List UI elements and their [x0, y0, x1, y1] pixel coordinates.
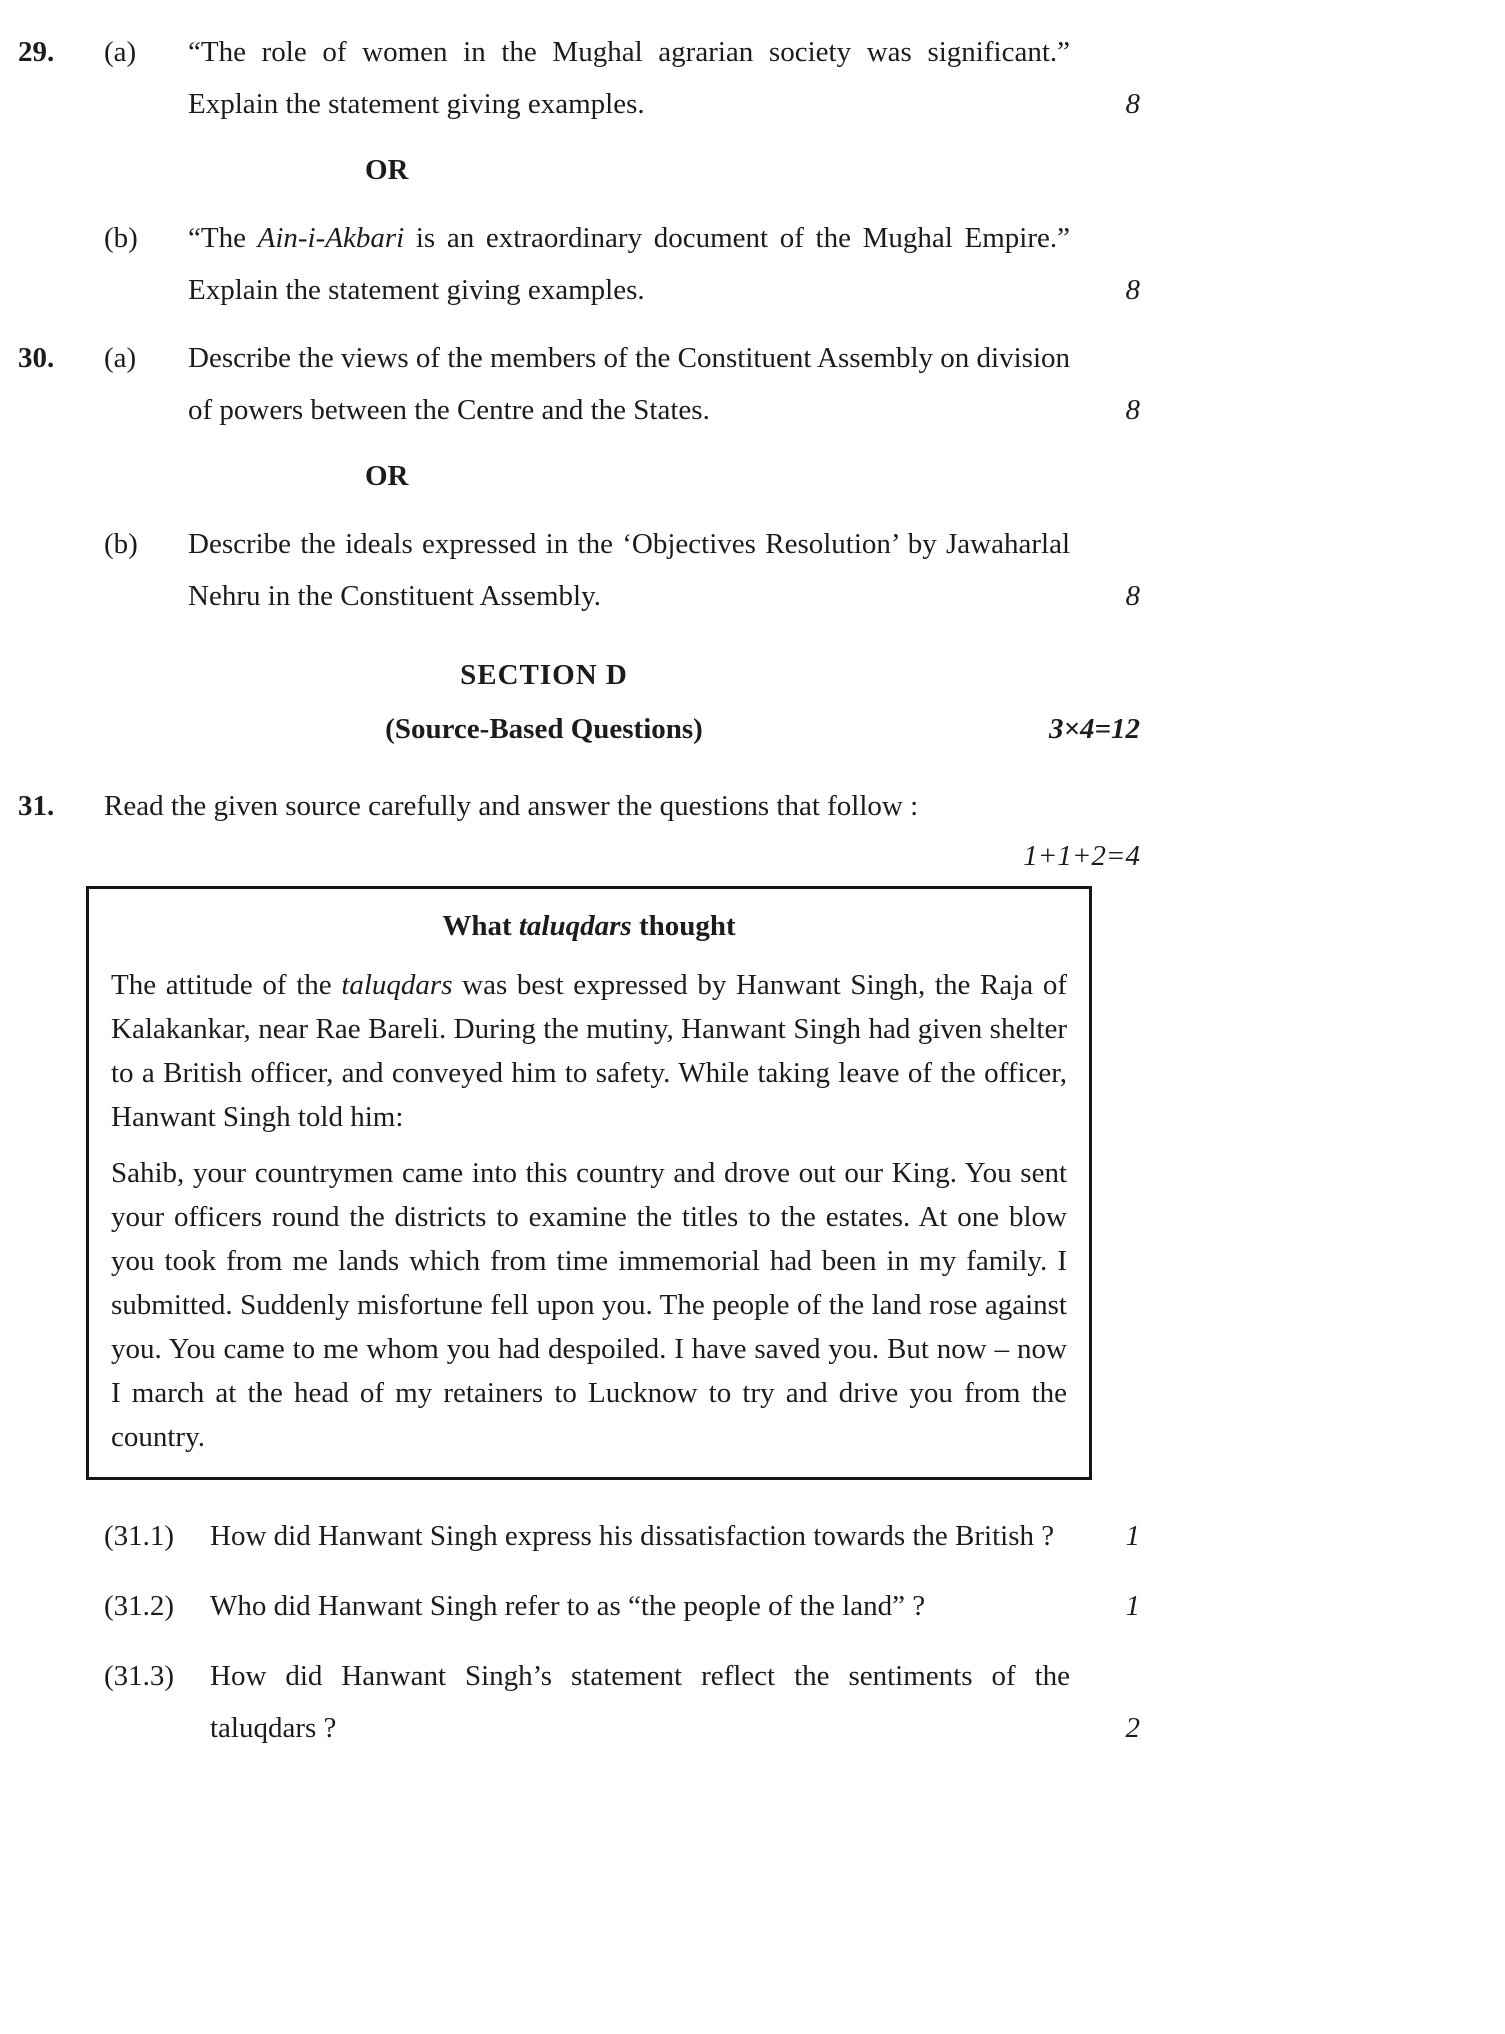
marks-value: 8: [1125, 88, 1140, 120]
source-paragraph-2: Sahib, your countrymen came into this country and drove out our King. You sent your officers round the districts to examine the titles to the estates. At one blow you took from me lands which from time immemorial had been in my family. I submitted. Suddenly misfortune fell upon you. The people of the land rose against you. You came to me whom you had despoiled. I have saved you. But now – now I march at the head of my retainers to Lucknow to try and drive you from the country.: [111, 1157, 1067, 1453]
section-d-subtitle: (Source-Based Questions): [385, 713, 703, 745]
section-d-marks: 3×4=12: [1048, 713, 1140, 745]
question-number: 29.: [18, 36, 55, 68]
question-29: [18, 26, 1140, 316]
subquestion-marks: 2: [1125, 1712, 1140, 1744]
question-29a: [18, 26, 1140, 130]
subquestion-label: (31.2): [104, 1590, 175, 1622]
italic-term: taluqdars: [518, 910, 632, 942]
question-31-marks: 1+1+2=4: [1023, 840, 1140, 872]
question-number: 31.: [18, 790, 55, 822]
section-d-title: SECTION D: [460, 659, 628, 691]
subquestion-31-1: [18, 1510, 1140, 1562]
marks-value: 8: [1125, 394, 1140, 426]
subquestion-31-2: [18, 1580, 1140, 1632]
text-segment: The attitude of the: [111, 969, 342, 1001]
subquestion-text: How did Hanwant Singh express his dissatisfaction towards the British ?: [210, 1520, 1055, 1552]
question-29b: [18, 212, 1140, 316]
question-text: [188, 212, 1070, 316]
source-paragraph-1: [111, 963, 1067, 1139]
question-30: [18, 332, 1140, 622]
subquestion-text: Who did Hanwant Singh refer to as “the people of the land” ?: [210, 1590, 926, 1622]
section-d-subtitle-row: [18, 702, 1140, 756]
question-text: Describe the ideals expressed in the ‘Objectives Resolution’ by Jawaharlal Nehru in the Constituent Assembly.: [188, 528, 1070, 612]
marks-value: 8: [1125, 274, 1140, 306]
title-segment: What: [442, 910, 519, 942]
question-31: [18, 780, 1140, 1754]
subquestion-text: How did Hanwant Singh’s statement reflect the sentiments of the taluqdars ?: [210, 1660, 1070, 1744]
title-segment: thought: [631, 910, 736, 942]
text-segment: “The: [188, 222, 258, 254]
question-text: Describe the views of the members of the Constituent Assembly on division of powers between the Centre and the States.: [188, 342, 1070, 426]
part-label: (a): [104, 36, 137, 68]
or-separator: OR: [365, 460, 409, 492]
subquestion-label: (31.1): [104, 1520, 175, 1552]
text-segment: is an extraordinary document of the Mughal Empire.” Explain the statement giving examples.: [188, 222, 1070, 306]
italic-term: Ain-i-Akbari: [257, 222, 405, 254]
part-label: (b): [104, 528, 138, 560]
source-box: [86, 886, 1092, 1480]
subquestion-marks: 1: [1125, 1590, 1140, 1622]
subquestion-marks: 1: [1125, 1520, 1140, 1552]
source-title: [111, 901, 1067, 951]
marks-value: 8: [1125, 580, 1140, 612]
subquestion-label: (31.3): [104, 1660, 175, 1692]
or-separator: OR: [365, 154, 409, 186]
question-30a: [18, 332, 1140, 436]
question-30b: [18, 518, 1140, 622]
part-label: (a): [104, 342, 137, 374]
text-segment: was best expressed by Hanwant Singh, the Raja of Kalakankar, near Rae Bareli. During the mutiny, Hanwant Singh had given shelter to a British officer, and conveyed him to safety. While taking leave of the officer, Hanwant Singh told him:: [111, 969, 1067, 1133]
subquestion-31-3: [18, 1650, 1140, 1754]
question-text: “The role of women in the Mughal agrarian society was significant.” Explain the statement giving examples.: [188, 36, 1070, 120]
question-31-intro-row: [18, 780, 1140, 832]
italic-term: taluqdars: [341, 969, 453, 1001]
question-intro-text: Read the given source carefully and answer the questions that follow :: [104, 790, 919, 822]
part-label: (b): [104, 222, 138, 254]
question-number: 30.: [18, 342, 55, 374]
section-d-heading: [18, 648, 1140, 756]
